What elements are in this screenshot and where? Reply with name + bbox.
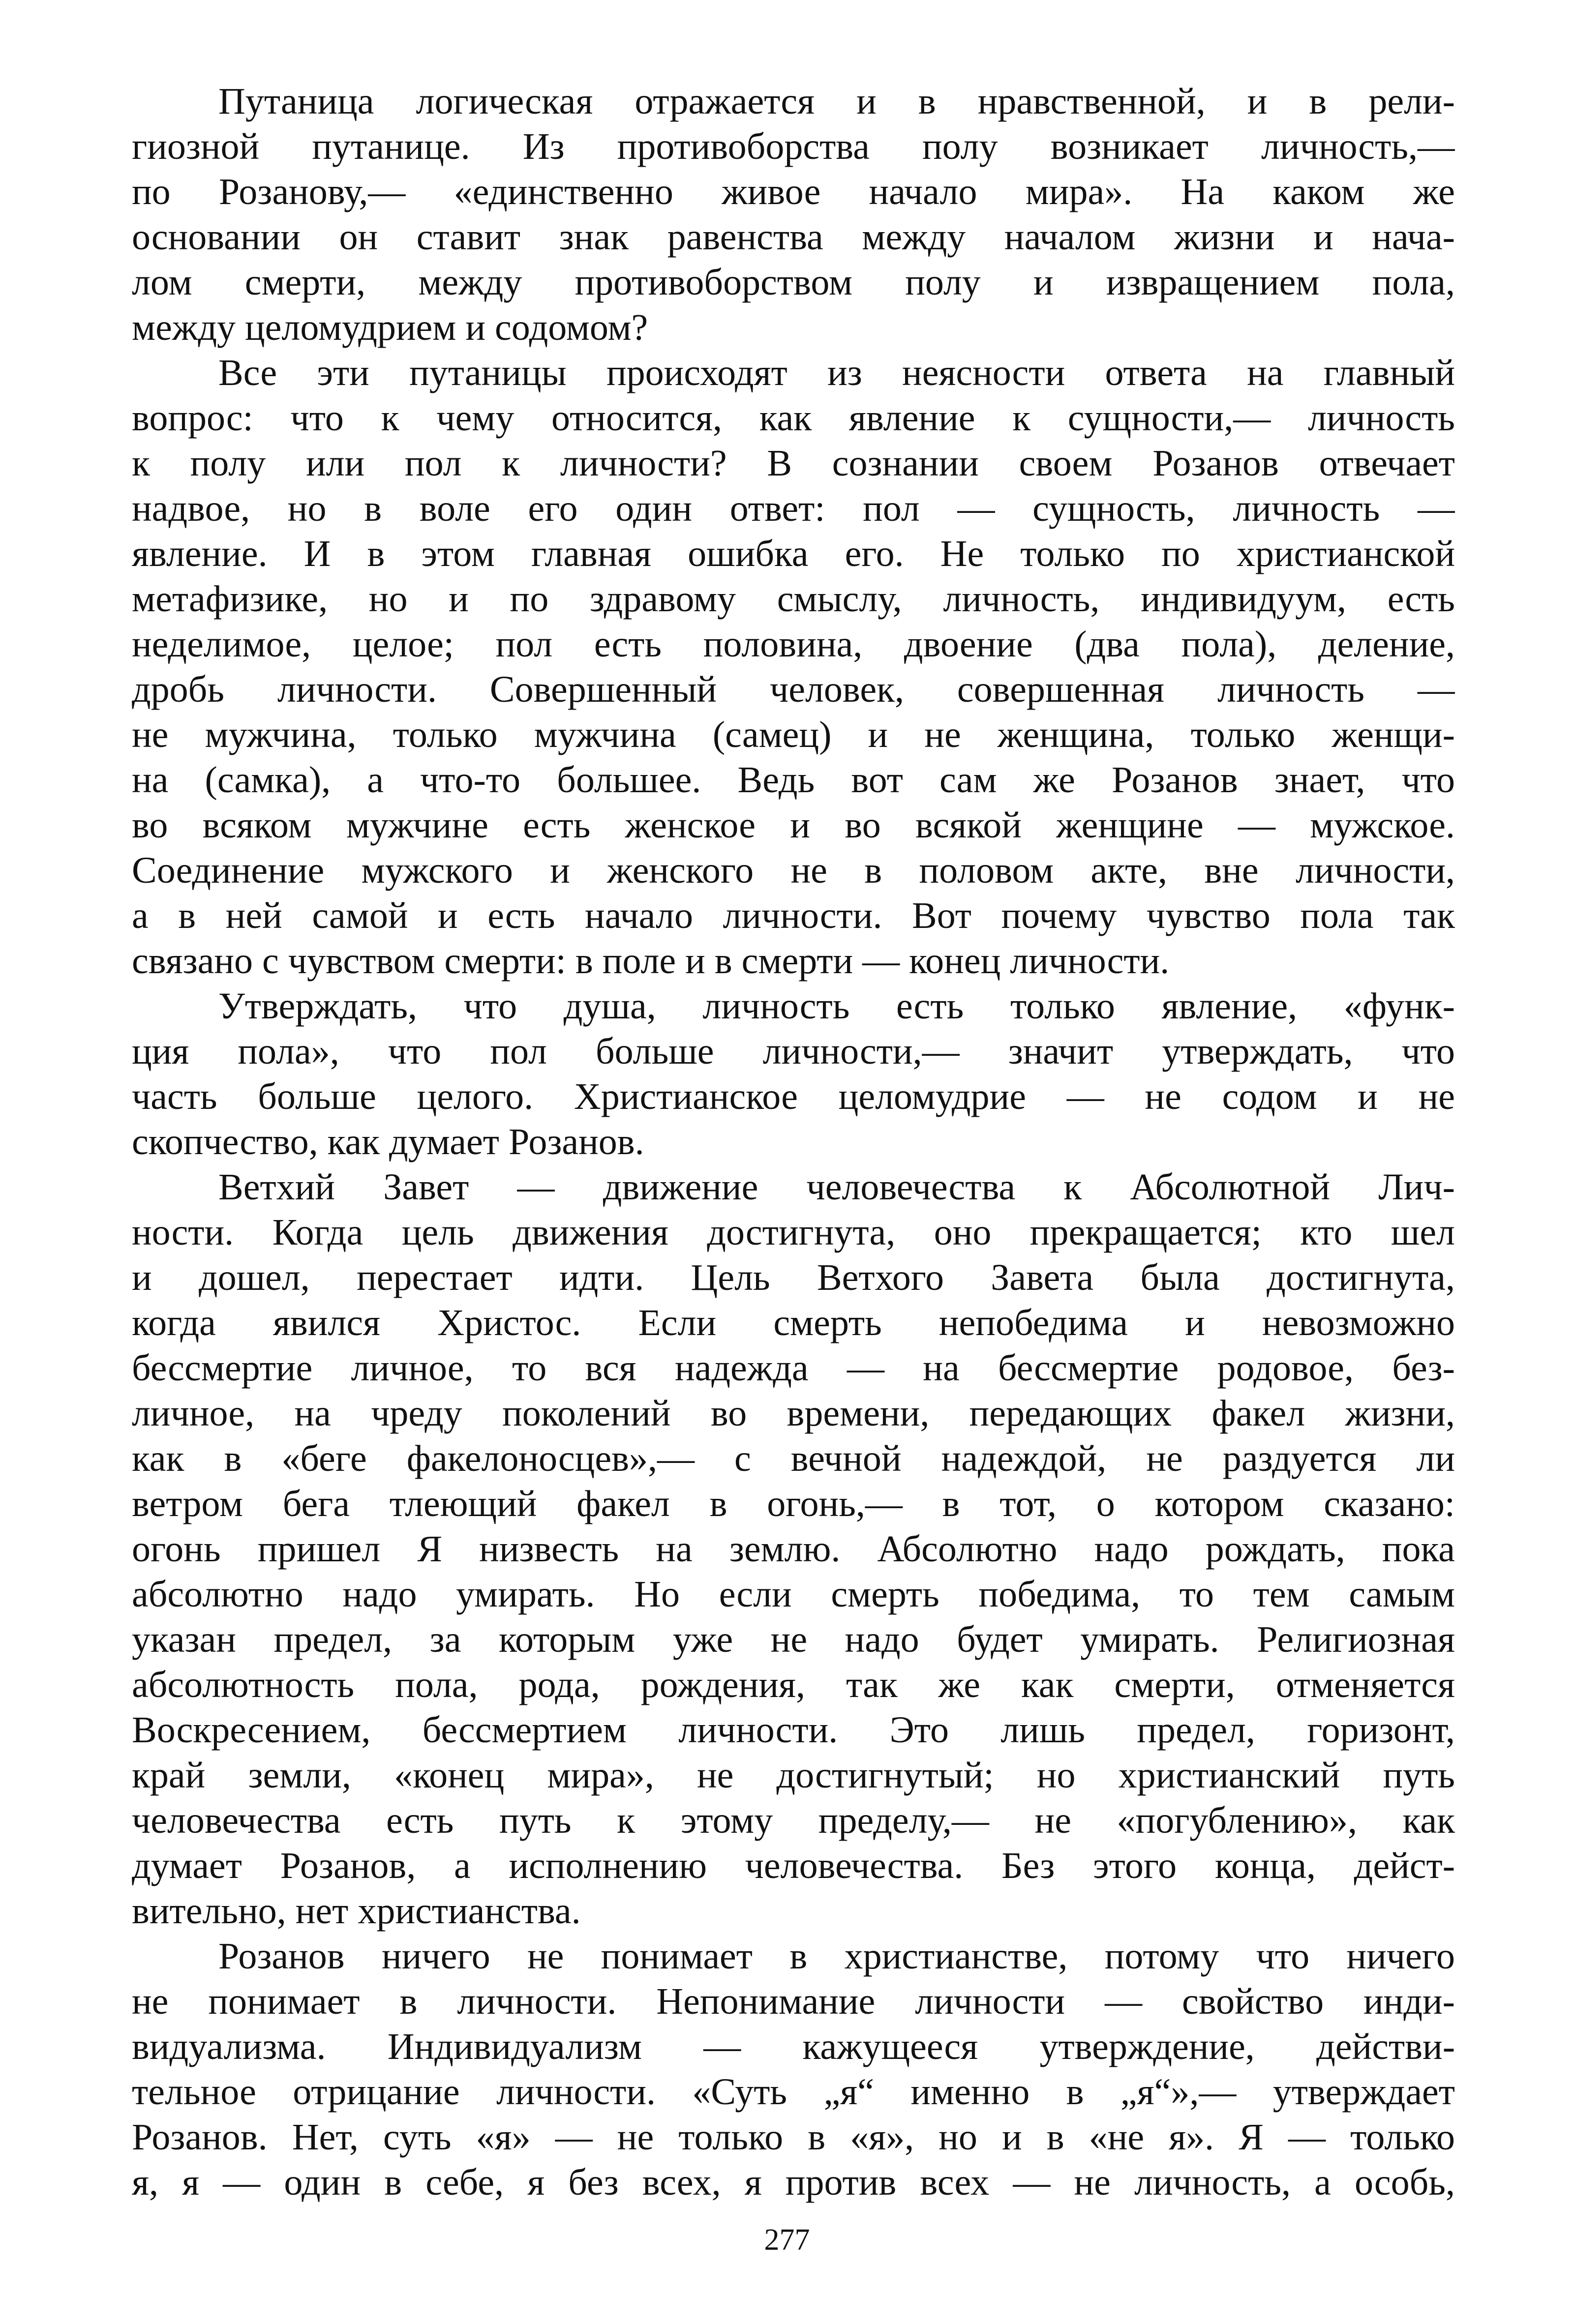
text-line: основании он ставит знак равенства между началом жизни и нача- xyxy=(132,216,1455,258)
text-line: гиозной путанице. Из противоборства полу возникает личность,— xyxy=(132,126,1455,167)
page-number: 277 xyxy=(764,2223,810,2257)
text-line: дробь личности. Совершенный человек, совершенная личность — xyxy=(132,669,1455,710)
text-line: на (самка), а что-то большее. Ведь вот сам же Розанов знает, что xyxy=(132,759,1455,801)
text-line: я, я — один в себе, я без всех, я против всех — не личность, а особь, xyxy=(132,2162,1455,2203)
text-line: скопчество, как думает Розанов. xyxy=(132,1121,644,1162)
text-line: Розанов ничего не понимает в христианстве, потому что ничего xyxy=(218,1936,1455,1977)
text-line: Розанов. Нет, суть «я» — не только в «я», но и в «не я». Я — только xyxy=(132,2116,1455,2158)
text-line: не мужчина, только мужчина (самец) и не женщина, только женщи- xyxy=(132,714,1455,755)
body-text xyxy=(132,79,1455,2205)
text-line: между целомудрием и содомом? xyxy=(132,307,648,348)
text-line: указан предел, за которым уже не надо будет умирать. Религиозная xyxy=(132,1619,1455,1660)
text-line: метафизике, но и по здравому смыслу, личность, индивидуум, есть xyxy=(132,578,1455,620)
text-line: абсолютно надо умирать. Но если смерть победима, то тем самым xyxy=(132,1574,1455,1615)
text-line: часть больше целого. Христианское целомудрие — не содом и не xyxy=(132,1076,1455,1117)
text-line: Все эти путаницы происходят из неясности ответа на главный xyxy=(218,352,1455,393)
text-line: край земли, «конец мира», не достигнутый; но христианский путь xyxy=(132,1755,1455,1796)
text-line: к полу или пол к личности? В сознании своем Розанов отвечает xyxy=(132,443,1455,484)
text-line: лом смерти, между противоборством полу и извращением пола, xyxy=(132,262,1455,303)
text-line: явление. И в этом главная ошибка его. Не только по христианской xyxy=(132,533,1455,574)
text-line: огонь пришел Я низвесть на землю. Абсолютно надо рождать, пока xyxy=(132,1528,1455,1570)
text-line: неделимое, целое; пол есть половина, двоение (два пола), деление, xyxy=(132,624,1455,665)
text-line: Воскресением, бессмертием личности. Это лишь предел, горизонт, xyxy=(132,1709,1455,1751)
text-line: вопрос: что к чему относится, как явление к сущности,— личность xyxy=(132,397,1455,439)
text-line: вительно, нет христианства. xyxy=(132,1890,581,1932)
text-line: думает Розанов, а исполнению человечества. Без этого конца, дейст- xyxy=(132,1845,1455,1886)
text-line: ция пола», что пол больше личности,— значит утверждать, что xyxy=(132,1031,1455,1072)
text-line: когда явился Христос. Если смерть непобедима и невозможно xyxy=(132,1302,1455,1343)
text-line: по Розанову,— «единственно живое начало мира». На каком же xyxy=(132,171,1455,212)
text-line: бессмертие личное, то вся надежда — на бессмертие родовое, без- xyxy=(132,1347,1455,1389)
text-line: ности. Когда цель движения достигнута, оно прекращается; кто шел xyxy=(132,1212,1455,1253)
text-line: тельное отрицание личности. «Суть „я“ именно в „я“»,— утверждает xyxy=(132,2071,1455,2113)
text-line: связано с чувством смерти: в поле и в смерти — конец личности. xyxy=(132,940,1170,982)
text-line: абсолютность пола, рода, рождения, так же как смерти, отменяется xyxy=(132,1664,1455,1705)
text-line: не понимает в личности. Непонимание личности — свойство инди- xyxy=(132,1981,1455,2022)
text-line: как в «беге факелоносцев»,— с вечной надеждой, не раздуется ли xyxy=(132,1438,1455,1479)
text-line: личное, на чреду поколений во времени, передающих факел жизни, xyxy=(132,1393,1455,1434)
text-line: Утверждать, что душа, личность есть только явление, «функ- xyxy=(218,985,1455,1027)
text-line: во всяком мужчине есть женское и во всякой женщине — мужское. xyxy=(132,804,1455,846)
text-line: Путаница логическая отражается и в нравственной, и в рели- xyxy=(218,81,1455,122)
text-line: ветром бега тлеющий факел в огонь,— в тот, о котором сказано: xyxy=(132,1483,1455,1524)
text-line: человечества есть путь к этому пределу,— не «погублению», как xyxy=(132,1800,1455,1841)
text-line: и дошел, перестает идти. Цель Ветхого Завета была достигнута, xyxy=(132,1257,1455,1298)
text-line: Соединение мужского и женского не в половом акте, вне личности, xyxy=(132,850,1455,891)
text-line: Ветхий Завет — движение человечества к Абсолютной Лич- xyxy=(218,1166,1455,1208)
text-line: видуализма. Индивидуализм — кажущееся утверждение, действи- xyxy=(132,2026,1455,2067)
text-line: а в ней самой и есть начало личности. Вот почему чувство пола так xyxy=(132,895,1455,936)
text-line: надвое, но в воле его один ответ: пол — сущность, личность — xyxy=(132,488,1455,529)
